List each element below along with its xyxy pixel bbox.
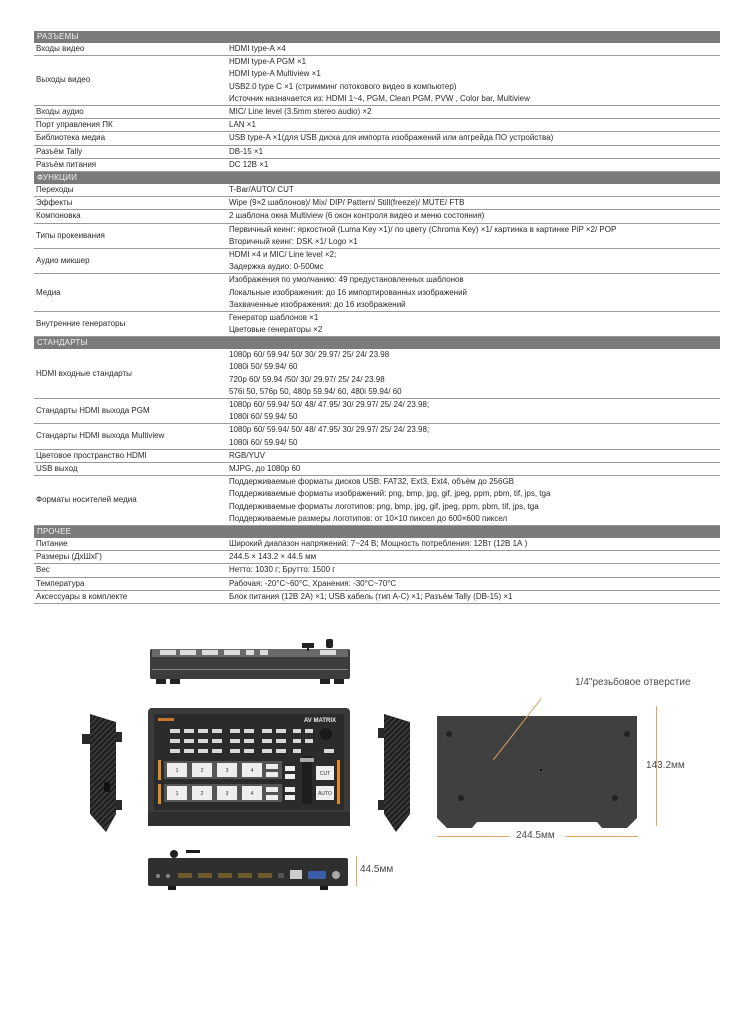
spec-row: [34, 106, 720, 119]
spec-label: USB выход: [36, 463, 78, 473]
spec-values: [229, 274, 720, 311]
svg-text:3: 3: [225, 791, 229, 797]
spec-values: [229, 424, 720, 448]
spec-value: HDMI ×4 и MIC/ Line level ×2;: [229, 249, 337, 259]
spec-label: Цветовое пространство HDMI: [36, 450, 147, 460]
spec-label: Входы аудио: [36, 106, 84, 116]
spec-label: Вес: [36, 565, 50, 575]
svg-text:AUTO: AUTO: [318, 791, 332, 797]
section-header: РАЗЪЕМЫ: [34, 31, 720, 43]
spec-row: [34, 43, 720, 56]
spec-label: Библиотека медиа: [36, 133, 106, 143]
spec-row: [34, 450, 720, 463]
spec-row: [34, 538, 720, 551]
spec-label: Разъём Tally: [36, 146, 83, 156]
spec-label: Температура: [36, 578, 85, 588]
spec-value: HDMI type-A Multiview ×1: [229, 69, 321, 79]
spec-values: [229, 56, 720, 105]
spec-row: [34, 312, 720, 337]
spec-label: Переходы: [36, 184, 74, 194]
spec-row: [34, 274, 720, 312]
spec-row: [34, 210, 720, 223]
spec-values: [229, 463, 720, 475]
spec-values: [229, 184, 720, 196]
spec-value: MIC/ Line level (3.5mm stereo audio) ×2: [229, 106, 372, 116]
spec-table: [34, 31, 720, 604]
spec-value: DC 12В ×1: [229, 159, 269, 169]
device-diagrams: [0, 620, 755, 900]
section-header: ПРОЧЕЕ: [34, 526, 720, 538]
spec-row: [34, 159, 720, 172]
spec-value: USB type-A ×1(для USB диска для импорта изображений или апгрейда ПО устройства): [229, 133, 554, 143]
spec-row: [34, 184, 720, 197]
spec-value: 2 шаблона окна Multiview (6 окон контроля видео и меню состояния): [229, 211, 485, 221]
spec-label: Компоновка: [36, 211, 81, 221]
device-left-side: [78, 704, 128, 834]
spec-values: [229, 146, 720, 158]
device-rear-panel: [148, 850, 348, 890]
svg-text:1: 1: [175, 791, 179, 797]
spec-values: [229, 159, 720, 171]
svg-text:4: 4: [250, 768, 254, 774]
spec-label: Стандарты HDMI выхода PGM: [36, 406, 150, 416]
spec-values: [229, 564, 720, 576]
width-dimension-line-left: [437, 836, 509, 837]
spec-values: [229, 43, 720, 55]
spec-value: Широкий диапазон напряжений: 7~24 В; Мощность потребления: 12Вт (12В 1А ): [229, 538, 528, 548]
spec-row: [34, 249, 720, 274]
spec-value: HDMI type-A ×4: [229, 44, 286, 53]
spec-row: [34, 146, 720, 159]
spec-row: [34, 476, 720, 526]
spec-value: 1080p 60/ 59.94/ 50/ 48/ 47.95/ 30/ 29.97/ 25/ 24/ 23.98;: [229, 425, 430, 435]
spec-value: 1080i 50/ 59.94/ 60: [229, 362, 298, 372]
spec-value: 244.5 × 143.2 × 44.5 мм: [229, 552, 317, 562]
spec-row: [34, 197, 720, 210]
spec-value: Блок питания (12В 2А) ×1; USB кабель (тип A-C) ×1; Разъём Tally (DB-15) ×1: [229, 591, 513, 601]
spec-value: 1080p 60/ 59.94/ 50/ 48/ 47.95/ 30/ 29.97/ 25/ 24/ 23.98;: [229, 400, 430, 410]
spec-values: [229, 476, 720, 525]
svg-text:2: 2: [200, 791, 204, 797]
spec-value: LAN ×1: [229, 120, 256, 130]
spec-label: Входы видео: [36, 44, 85, 53]
spec-row: [34, 551, 720, 564]
spec-value: Изображения по умолчанию: 49 предустановленных шаблонов: [229, 275, 464, 285]
spec-values: [229, 450, 720, 462]
spec-label: Типы прокеивания: [36, 230, 105, 240]
spec-values: [229, 249, 720, 273]
spec-label: Форматы носителей медиа: [36, 495, 137, 505]
section-header: ФУНКЦИИ: [34, 172, 720, 184]
svg-text:1: 1: [175, 768, 179, 774]
svg-text:AV MATRIX: AV MATRIX: [303, 718, 336, 724]
spec-value: Цветовые генераторы ×2: [229, 325, 323, 335]
spec-value: Захваченные изображения: до 16 изображений: [229, 299, 406, 309]
spec-value: Поддерживаемые форматы дисков USB: FAT32, Ext3, Ext4, объём до 256GB: [229, 477, 514, 487]
spec-value: 720p 60/ 59.94 /50/ 30/ 29.97/ 25/ 24/ 23.98: [229, 374, 385, 384]
spec-label: Внутренние генераторы: [36, 318, 126, 328]
spec-value: Нетто: 1030 г; Брутто: 1500 г: [229, 565, 336, 575]
spec-row: [34, 224, 720, 249]
spec-label: Питание: [36, 538, 68, 548]
spec-values: [229, 224, 720, 248]
section-header: СТАНДАРТЫ: [34, 337, 720, 349]
spec-value: MJPG, до 1080p 60: [229, 463, 301, 473]
spec-row: [34, 399, 720, 424]
spec-values: [229, 197, 720, 209]
spec-row: [34, 591, 720, 604]
spec-row: [34, 564, 720, 577]
spec-value: Wipe (9×2 шаблонов)/ Mix/ DIP/ Pattern/ Still(freeze)/ MUTE/ FTB: [229, 198, 465, 208]
spec-value: Первичный кеинг: яркостной (Luma Key ×1)/ по цвету (Chroma Key) ×1/ картинка в картинке PiP ×2/ POP: [229, 224, 617, 234]
spec-value: Вторичный кеинг: DSK ×1/ Logo ×1: [229, 236, 358, 246]
device-front-panel: [148, 704, 350, 828]
spec-value: DB-15 ×1: [229, 146, 264, 156]
spec-values: [229, 538, 720, 550]
spec-value: Поддерживаемые форматы изображений: png, bmp, jpg, gif, jpeg, ppm, pbm, tif, jps, tga: [229, 489, 551, 499]
thread-hole-label: 1/4"резьбовое отверстие: [575, 677, 691, 688]
spec-row: [34, 119, 720, 132]
spec-value: 1080p 60/ 59.94/ 50/ 30/ 29.97/ 25/ 24/ 23.98: [229, 350, 390, 360]
depth-dimension-line: [356, 856, 357, 886]
spec-row: [34, 578, 720, 591]
width-dimension-label: 244.5мм: [516, 830, 555, 841]
spec-row: [34, 56, 720, 106]
spec-values: [229, 132, 720, 144]
svg-text:2: 2: [200, 768, 204, 774]
spec-values: [229, 578, 720, 590]
spec-value: 1080i 60/ 59.94/ 50: [229, 437, 298, 447]
spec-value: HDMI type-A PGM ×1: [229, 57, 307, 67]
spec-row: [34, 132, 720, 145]
spec-row: [34, 463, 720, 476]
spec-values: [229, 349, 720, 398]
spec-value: RGB/YUV: [229, 450, 266, 460]
spec-label: Порт управления ПК: [36, 120, 113, 130]
spec-value: T-Bar/AUTO/ CUT: [229, 184, 294, 194]
spec-label: Аудио микшер: [36, 256, 90, 266]
spec-value: Источник назначается из: HDMI 1~4, PGM, Clean PGM, PVW , Color bar, Multiview: [229, 93, 530, 103]
spec-value: USB2.0 type C ×1 (стримминг потокового видео в компьютер): [229, 81, 457, 91]
svg-text:3: 3: [225, 768, 229, 774]
spec-label: Медиа: [36, 287, 61, 297]
spec-label: Разъём питания: [36, 159, 97, 169]
spec-value: Задержка аудио: 0-500мс: [229, 262, 324, 272]
depth-dimension-label: 44.5мм: [360, 864, 394, 875]
spec-value: Поддерживаемые размеры логотипов: от 10×10 пиксел до 600×600 пиксел: [229, 513, 508, 523]
spec-values: [229, 210, 720, 222]
height-dimension-label: 143.2мм: [646, 760, 685, 771]
spec-value: Рабочая: -20°C~60°C, Хранения: -30°C~70°C: [229, 578, 397, 588]
spec-row: [34, 424, 720, 449]
spec-value: Локальные изображения: до 16 импортированных изображений: [229, 287, 468, 297]
svg-text:CUT: CUT: [319, 771, 331, 777]
device-side-elevation: [150, 637, 350, 685]
spec-label: HDMI входные стандарты: [36, 368, 132, 378]
spec-label: Выходы видео: [36, 75, 91, 85]
spec-label: Аксессуары в комплекте: [36, 591, 128, 601]
spec-label: Эффекты: [36, 198, 73, 208]
device-bottom-view: [437, 706, 637, 828]
spec-value: Поддерживаемые форматы логотипов: png, bmp, jpg, gif, jpeg, ppm, pbm, tif, jps, tga: [229, 501, 539, 511]
spec-values: [229, 106, 720, 118]
spec-value: 576i 50, 576p 50, 480p 59.94/ 60, 480i 59.94/ 60: [229, 386, 402, 396]
spec-value: Генератор шаблонов ×1: [229, 312, 319, 322]
svg-text:4: 4: [250, 791, 254, 797]
spec-values: [229, 119, 720, 131]
spec-values: [229, 551, 720, 563]
spec-values: [229, 399, 720, 423]
spec-row: [34, 349, 720, 399]
width-dimension-line-right: [566, 836, 638, 837]
spec-label: Размеры (ДхШхГ): [36, 552, 102, 562]
spec-value: 1080i 60/ 59.94/ 50: [229, 412, 298, 422]
spec-values: [229, 312, 720, 336]
spec-label: Стандарты HDMI выхода Multiview: [36, 431, 165, 441]
spec-values: [229, 591, 720, 603]
device-right-side: [372, 704, 422, 834]
